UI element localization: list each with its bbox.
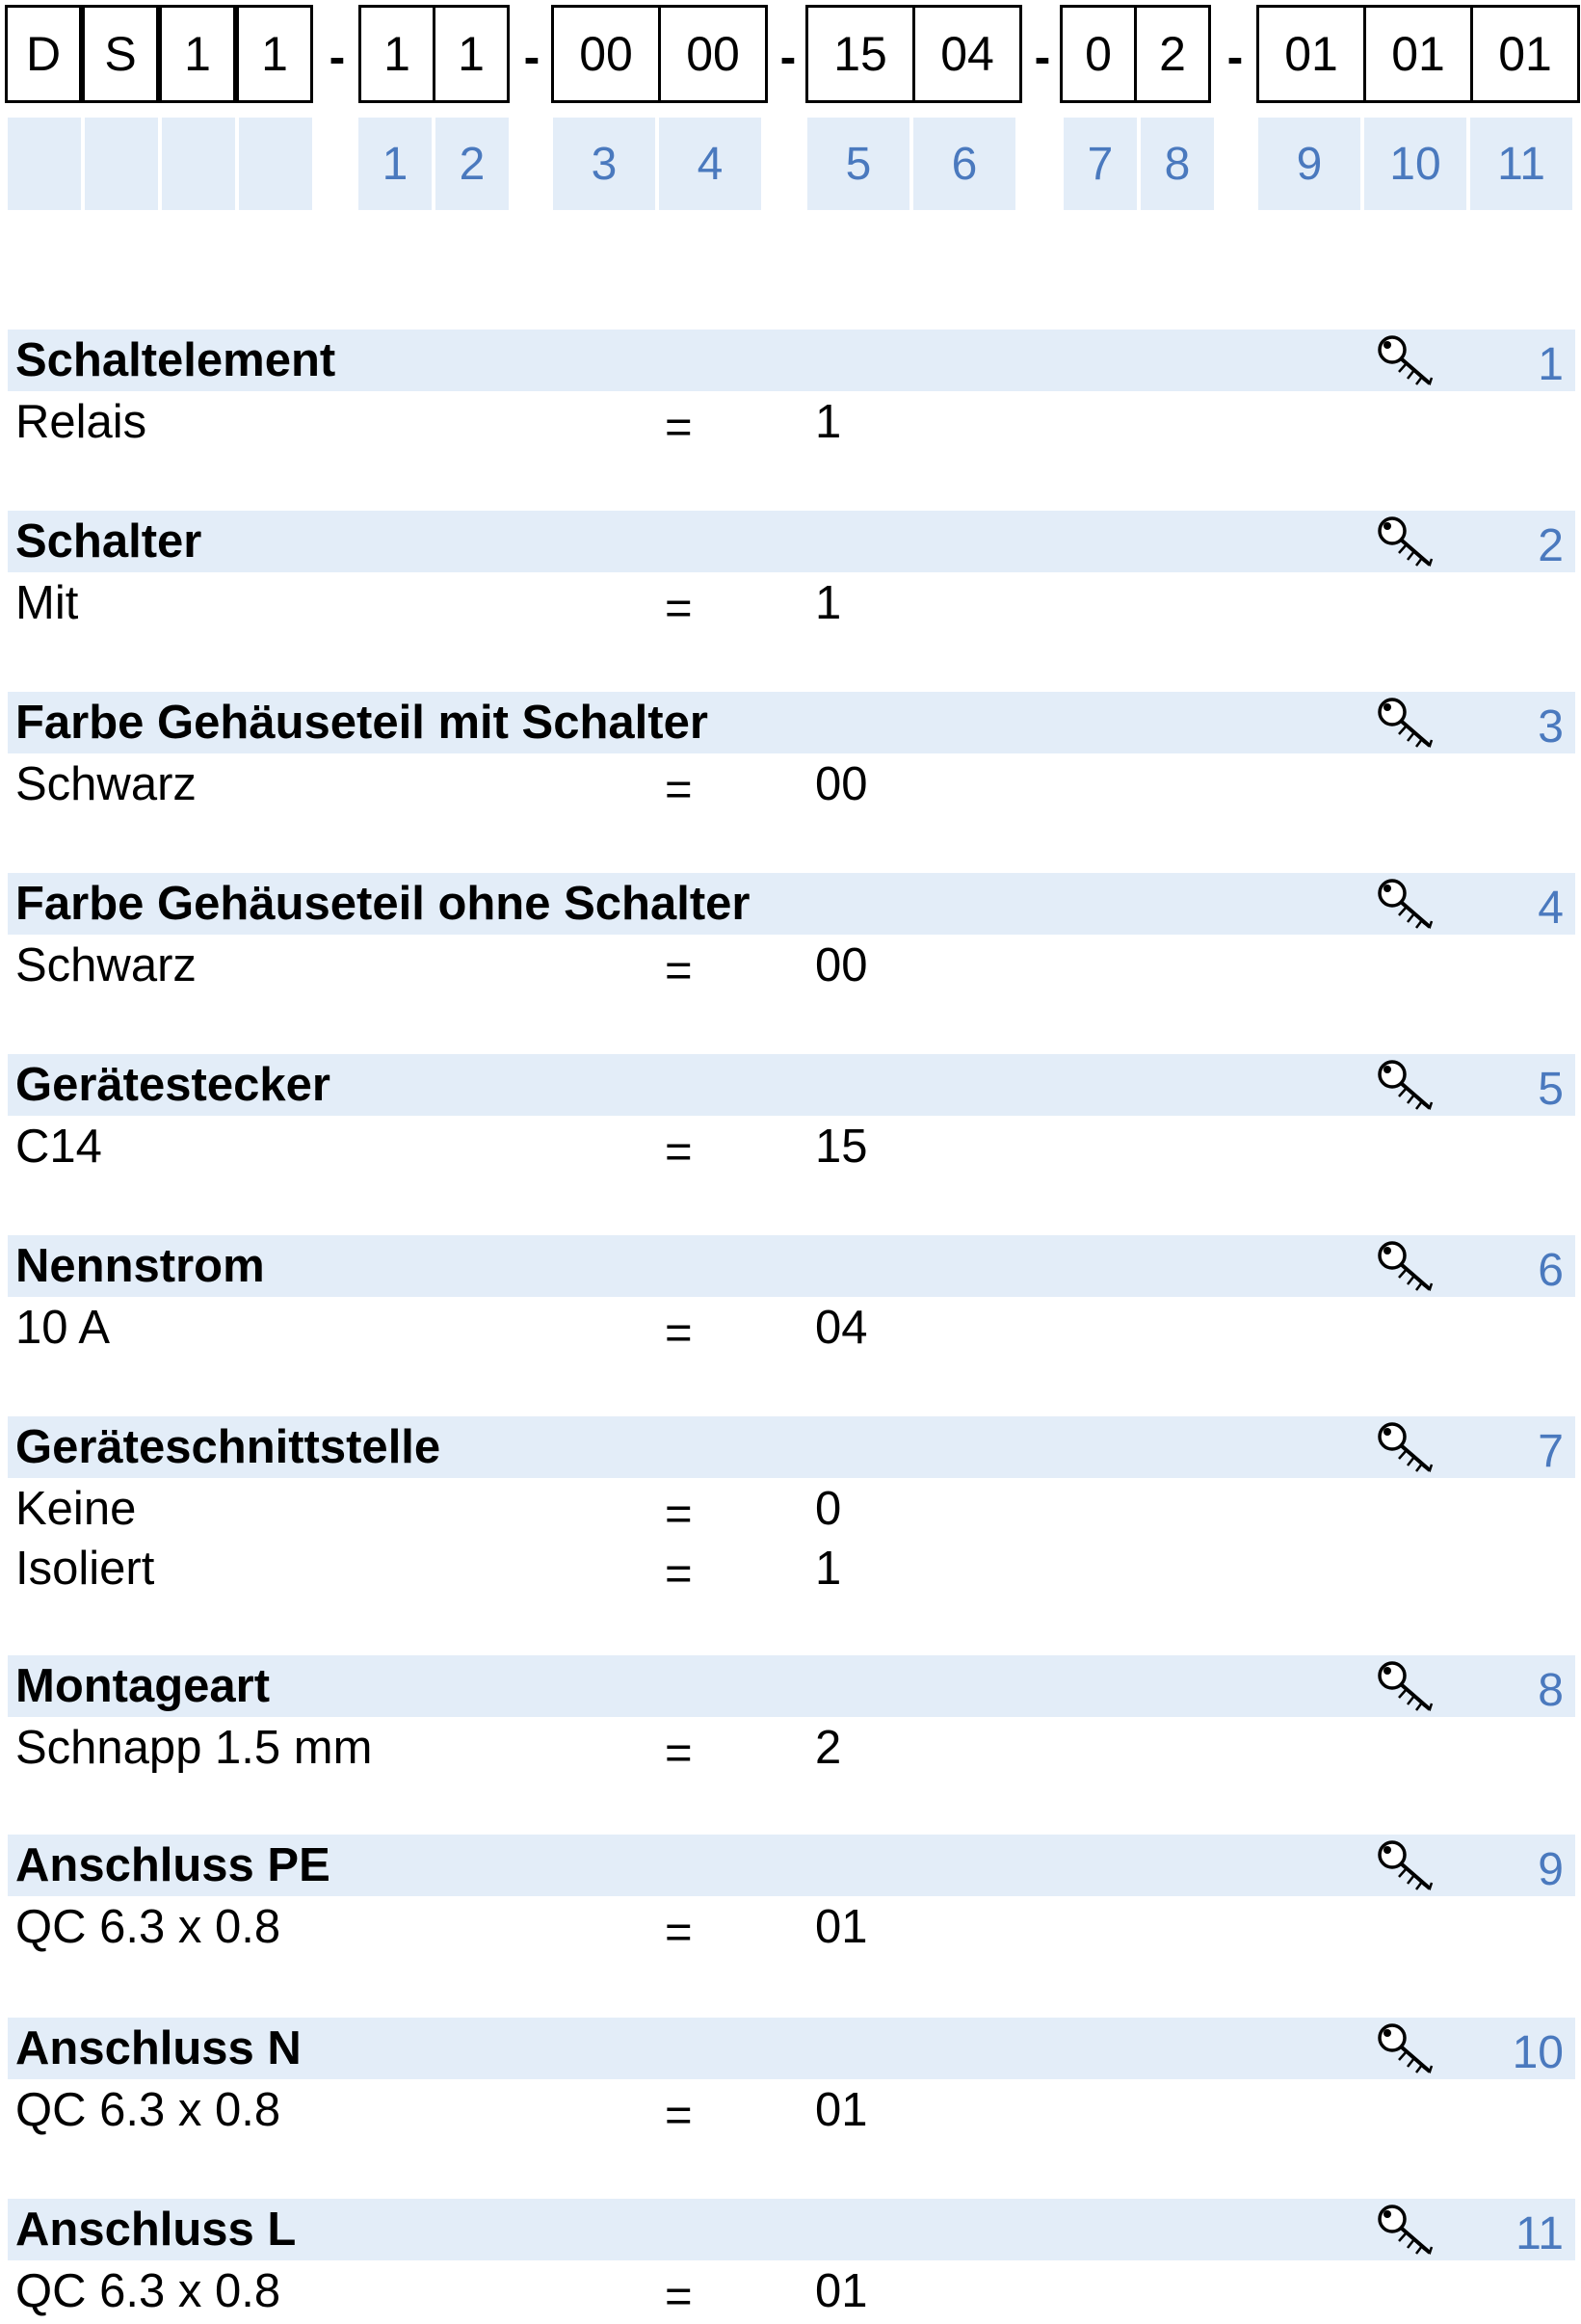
option-row <box>8 1478 1575 1541</box>
section-number: 4 <box>1538 882 1564 934</box>
option-row <box>8 2079 1575 2142</box>
option-value: 1 <box>815 1543 842 1595</box>
section-number: 3 <box>1538 700 1564 753</box>
section-title: Gerätestecker <box>15 1059 330 1111</box>
option-value: 01 <box>815 1901 868 1953</box>
section-title: Nennstrom <box>15 1240 265 1292</box>
code-box: 1 <box>433 5 510 103</box>
section-number: 1 <box>1538 338 1564 390</box>
section-title: Schalter <box>15 515 202 568</box>
option-equals: = <box>665 1548 693 1600</box>
code-box: 1 <box>159 5 236 103</box>
key-icon[interactable] <box>1376 333 1436 389</box>
option-equals: = <box>665 2090 693 2142</box>
option-value: 00 <box>815 758 868 810</box>
section-number: 11 <box>1515 2207 1564 2259</box>
section-title: Farbe Gehäuseteil ohne Schalter <box>15 878 751 930</box>
option-row <box>8 391 1575 454</box>
section-header <box>8 2199 1575 2260</box>
position-cell-empty <box>239 118 312 210</box>
code-box: 15 <box>805 5 915 103</box>
section-header <box>8 2018 1575 2079</box>
key-icon[interactable] <box>1376 2021 1436 2077</box>
option-row <box>8 572 1575 635</box>
position-number: 6 <box>913 118 1015 210</box>
option-equals: = <box>665 764 693 816</box>
code-box: 2 <box>1134 5 1211 103</box>
section-number: 6 <box>1538 1244 1564 1296</box>
option-row <box>8 1538 1575 1598</box>
option-section-6 <box>8 1235 1575 1360</box>
option-value: 0 <box>815 1483 842 1535</box>
code-box: 1 <box>236 5 313 103</box>
option-equals: = <box>665 1307 693 1360</box>
section-number: 7 <box>1538 1425 1564 1477</box>
section-title: Geräteschnittstelle <box>15 1421 441 1473</box>
option-value: 01 <box>815 2084 868 2136</box>
code-box: 01 <box>1470 5 1580 103</box>
option-equals: = <box>665 945 693 997</box>
position-number: 3 <box>553 118 655 210</box>
option-row <box>8 1297 1575 1360</box>
code-box: 01 <box>1256 5 1366 103</box>
option-section-1 <box>8 330 1575 454</box>
section-header <box>8 1416 1575 1478</box>
option-equals: = <box>665 2271 693 2323</box>
option-section-5 <box>8 1054 1575 1178</box>
option-label: QC 6.3 x 0.8 <box>15 2084 281 2136</box>
key-icon[interactable] <box>1376 515 1436 570</box>
option-label: Mit <box>15 577 79 629</box>
key-icon[interactable] <box>1376 877 1436 933</box>
option-label: Schnapp 1.5 mm <box>15 1722 373 1774</box>
position-number: 10 <box>1364 118 1466 210</box>
code-box: 00 <box>551 5 661 103</box>
option-section-11 <box>8 2199 1575 2323</box>
option-equals: = <box>665 1728 693 1780</box>
section-title: Anschluss N <box>15 2022 302 2074</box>
key-icon[interactable] <box>1376 1058 1436 1114</box>
option-label: Schwarz <box>15 758 197 810</box>
option-label: Isoliert <box>15 1543 155 1595</box>
option-section-7 <box>8 1416 1575 1598</box>
position-number: 8 <box>1141 118 1214 210</box>
code-box: 1 <box>358 5 435 103</box>
section-title: Anschluss L <box>15 2204 297 2256</box>
key-icon[interactable] <box>1376 1420 1436 1476</box>
code-box: 00 <box>658 5 768 103</box>
option-value: 00 <box>815 939 868 991</box>
option-row <box>8 935 1575 997</box>
option-label: Keine <box>15 1483 137 1535</box>
position-cell-empty <box>85 118 158 210</box>
section-header <box>8 1235 1575 1297</box>
option-section-2 <box>8 511 1575 635</box>
code-box: 0 <box>1060 5 1137 103</box>
position-number: 5 <box>807 118 909 210</box>
option-label: QC 6.3 x 0.8 <box>15 2265 281 2317</box>
option-section-8 <box>8 1655 1575 1780</box>
section-title: Montageart <box>15 1660 271 1712</box>
section-header <box>8 511 1575 572</box>
option-label: QC 6.3 x 0.8 <box>15 1901 281 1953</box>
option-equals: = <box>665 1126 693 1178</box>
section-number: 9 <box>1538 1843 1564 1895</box>
section-header <box>8 692 1575 753</box>
option-row <box>8 1717 1575 1780</box>
option-label: Schwarz <box>15 939 197 991</box>
position-cell-empty <box>8 118 81 210</box>
section-title: Farbe Gehäuseteil mit Schalter <box>15 697 708 749</box>
code-box: 01 <box>1363 5 1473 103</box>
option-value: 15 <box>815 1121 868 1173</box>
key-icon[interactable] <box>1376 1239 1436 1295</box>
section-title: Anschluss PE <box>15 1839 330 1891</box>
code-separator: - <box>779 30 797 84</box>
code-separator: - <box>523 30 540 84</box>
section-number: 2 <box>1538 519 1564 571</box>
code-box: 04 <box>912 5 1022 103</box>
section-header <box>8 873 1575 935</box>
section-title: Schaltelement <box>15 334 336 386</box>
code-separator: - <box>1226 30 1244 84</box>
option-label: C14 <box>15 1121 102 1173</box>
code-separator: - <box>1034 30 1051 84</box>
option-value: 2 <box>815 1722 842 1774</box>
position-cell-empty <box>162 118 235 210</box>
position-number: 9 <box>1258 118 1360 210</box>
option-row <box>8 753 1575 816</box>
option-section-4 <box>8 873 1575 997</box>
key-icon[interactable] <box>1376 696 1436 752</box>
code-box: D <box>5 5 82 103</box>
section-header <box>8 1835 1575 1896</box>
code-box: S <box>82 5 159 103</box>
option-equals: = <box>665 1907 693 1959</box>
position-number: 11 <box>1470 118 1572 210</box>
key-icon[interactable] <box>1376 2203 1436 2258</box>
section-header <box>8 1054 1575 1116</box>
option-label: 10 A <box>15 1302 111 1354</box>
option-equals: = <box>665 1489 693 1541</box>
position-number: 2 <box>435 118 509 210</box>
position-number: 4 <box>659 118 761 210</box>
option-value: 04 <box>815 1302 868 1354</box>
option-section-10 <box>8 2018 1575 2142</box>
option-value: 1 <box>815 396 842 448</box>
option-equals: = <box>665 583 693 635</box>
option-row <box>8 1896 1575 1959</box>
option-row <box>8 2260 1575 2323</box>
option-label: Relais <box>15 396 147 448</box>
section-number: 5 <box>1538 1063 1564 1115</box>
option-section-9 <box>8 1835 1575 1959</box>
code-separator: - <box>329 30 346 84</box>
option-section-3 <box>8 692 1575 816</box>
section-number: 8 <box>1538 1664 1564 1716</box>
option-value: 1 <box>815 577 842 629</box>
section-header <box>8 330 1575 391</box>
position-number: 7 <box>1064 118 1137 210</box>
section-header <box>8 1655 1575 1717</box>
key-icon[interactable] <box>1376 1659 1436 1715</box>
position-number: 1 <box>358 118 432 210</box>
section-number: 10 <box>1512 2026 1564 2078</box>
key-icon[interactable] <box>1376 1838 1436 1894</box>
option-row <box>8 1116 1575 1178</box>
option-equals: = <box>665 402 693 454</box>
option-value: 01 <box>815 2265 868 2317</box>
